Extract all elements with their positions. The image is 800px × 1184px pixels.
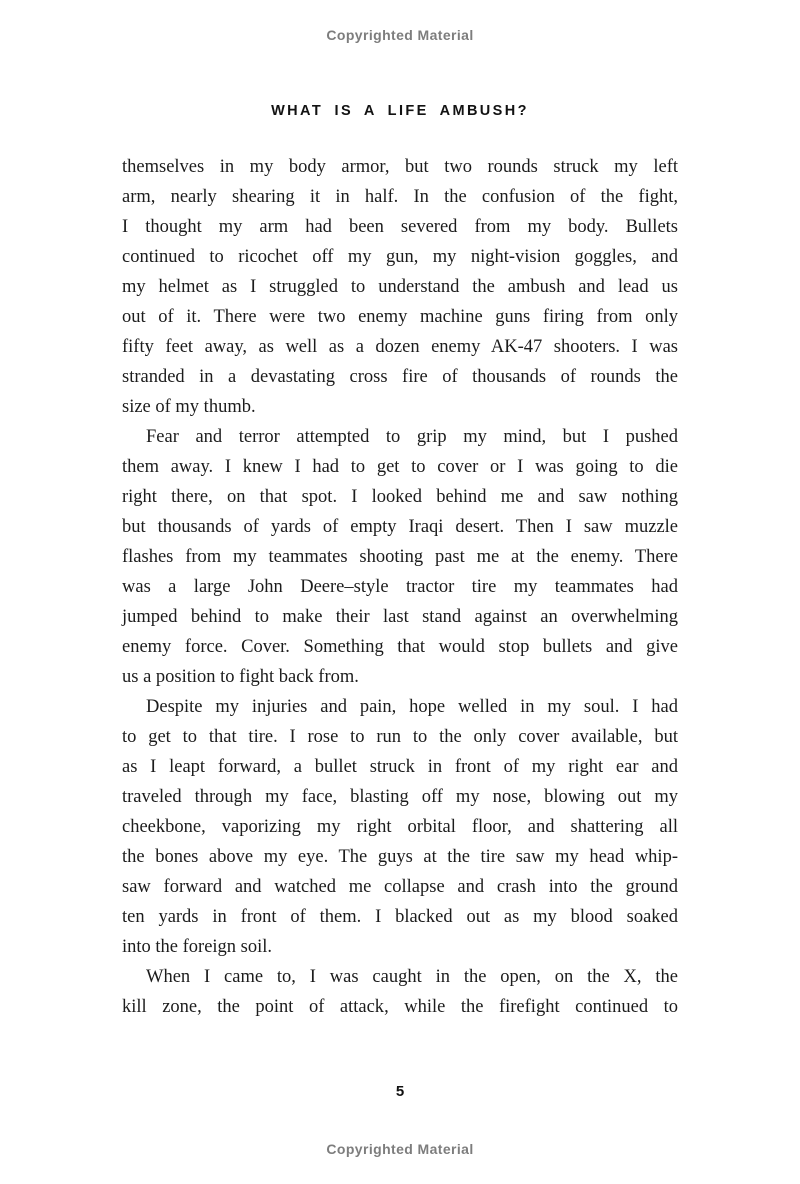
text-line: stranded in a devastating cross fire of thousands of rounds the [122,367,678,387]
text-line: kill zone, the point of attack, while the firefight continued to [122,997,678,1017]
text-line: us a position to fight back from. [122,667,359,687]
text-line: but thousands of yards of empty Iraqi desert. Then I saw muzzle [122,517,678,537]
text-line: flashes from my teammates shooting past me at the enemy. There [122,547,678,567]
text-line: as I leapt forward, a bullet struck in front of my right ear and [122,757,678,777]
body-text [122,152,678,1022]
text-line: was a large John Deere–style tractor tire my teammates had [122,577,678,597]
text-line: themselves in my body armor, but two rounds struck my left [122,157,678,177]
copyright-notice-top: Copyrighted Material [326,27,474,43]
copyright-notice-bottom: Copyrighted Material [326,1141,474,1157]
text-line: size of my thumb. [122,397,256,417]
text-line: Despite my injuries and pain, hope welled in my soul. I had [146,697,678,717]
text-line: enemy force. Cover. Something that would stop bullets and give [122,637,678,657]
text-line: saw forward and watched me collapse and crash into the ground [122,877,678,897]
text-line: traveled through my face, blasting off my nose, blowing out my [122,787,678,807]
text-line: When I came to, I was caught in the open, on the X, the [146,967,678,987]
text-line: I thought my arm had been severed from my body. Bullets [122,217,678,237]
text-line: continued to ricochet off my gun, my night-vision goggles, and [122,247,678,267]
text-line: cheekbone, vaporizing my right orbital floor, and shattering all [122,817,678,837]
text-line: right there, on that spot. I looked behind me and saw nothing [122,487,678,507]
text-line: them away. I knew I had to get to cover or I was going to die [122,457,678,477]
text-line: ten yards in front of them. I blacked out as my blood soaked [122,907,678,927]
text-line: the bones above my eye. The guys at the tire saw my head whip- [122,847,678,867]
text-line: into the foreign soil. [122,937,273,957]
text-line: Fear and terror attempted to grip my mind, but I pushed [146,427,678,447]
text-line: my helmet as I struggled to understand the ambush and lead us [122,277,678,297]
chapter-header: WHAT IS A LIFE AMBUSH? [271,103,529,119]
text-line: jumped behind to make their last stand against an overwhelming [122,607,678,627]
page-number: 5 [395,1083,405,1100]
text-line: fifty feet away, as well as a dozen enemy AK-47 shooters. I was [122,337,678,357]
text-line: out of it. There were two enemy machine guns firing from only [122,307,678,327]
text-line: arm, nearly shearing it in half. In the confusion of the fight, [122,187,678,207]
text-line: to get to that tire. I rose to run to the only cover available, but [122,727,678,747]
